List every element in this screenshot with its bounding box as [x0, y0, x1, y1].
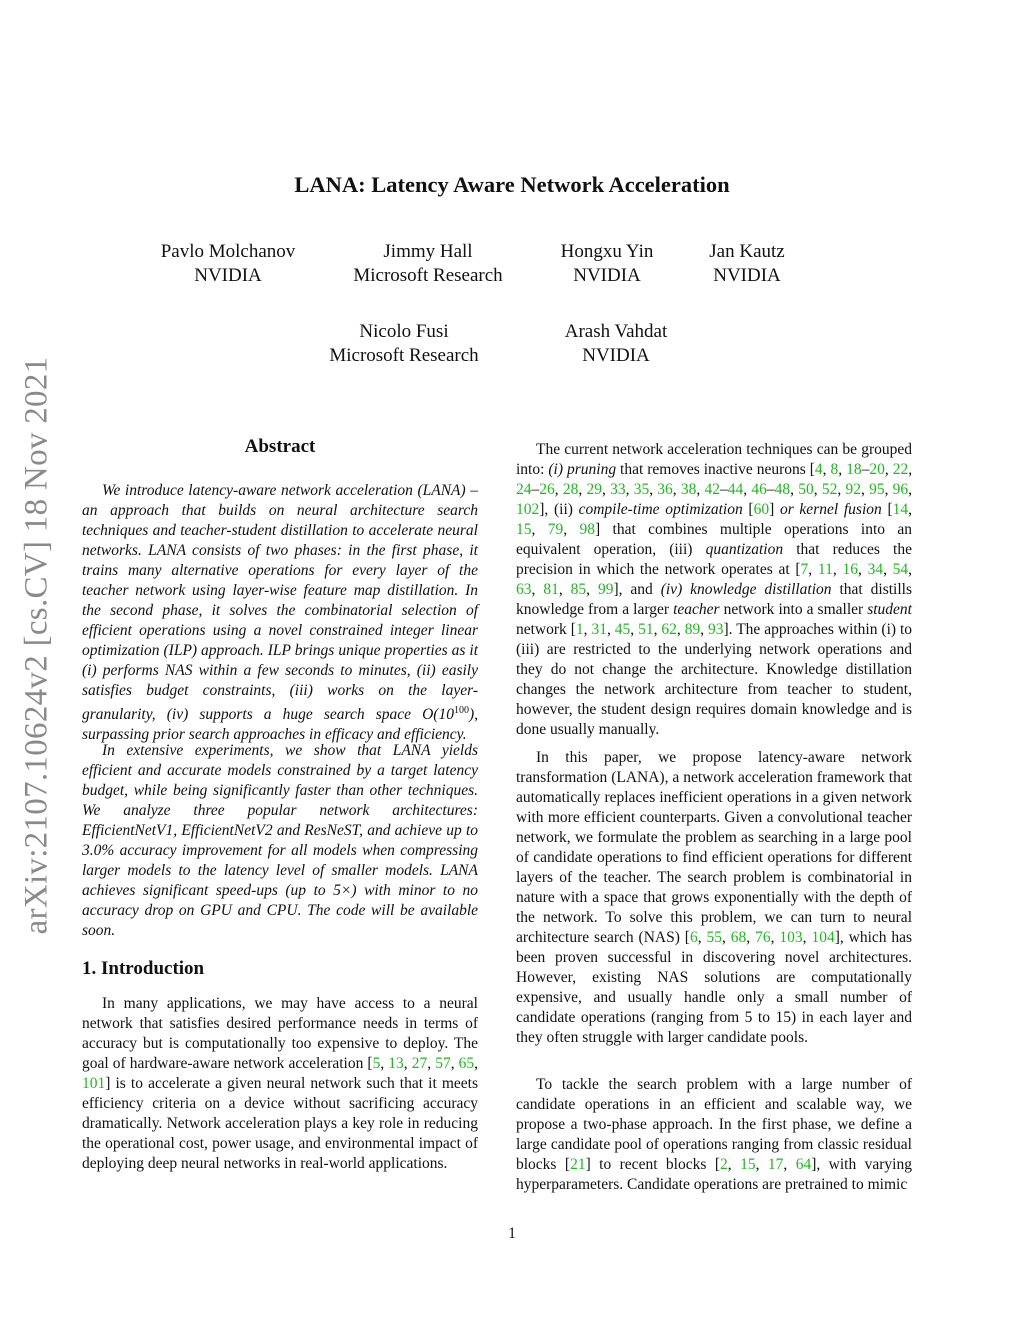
author-name: Nicolo Fusi: [359, 321, 449, 342]
abstract-text: We introduce latency-aware network acceleration (LANA) – an approach that builds on neural architecture search techniques and teacher-student distillation to accelerate neural networks. LANA consists of two phases: in the first phase, it trains many alternative operations for every layer of the teacher network using layer-wise feature map distillation. In the second phase, it solves the combinatorial selection of efficient operations using a novel constrained integer linear optimization (ILP) approach. ILP brings unique properties as it (i) performs NAS within a few seconds to minutes, (ii) easily satisfies budget constraints, (iii) works on the layer-granularity, (iv) supports a huge search space O(10: [82, 482, 478, 724]
citation-link[interactable]: 62: [661, 621, 677, 638]
page-number: 1: [508, 1225, 516, 1242]
arxiv-identifier: arXiv:2107.10624v2 [cs.CV] 18 Nov 2021: [18, 356, 55, 934]
body-text: –: [531, 481, 540, 498]
body-text: ] that combines multiple operations into an equivalent operation, (iii): [516, 521, 913, 558]
citation-link[interactable]: 104: [811, 929, 835, 946]
citation-link[interactable]: 102: [516, 501, 540, 518]
right-paragraph-1: [516, 440, 912, 740]
intro-paragraph-1: [82, 994, 478, 1174]
body-text: ,: [630, 621, 639, 638]
emphasis-text: teacher: [673, 601, 720, 618]
body-text: ,: [884, 481, 893, 498]
abstract-paragraph-1: [82, 481, 478, 745]
arxiv-identifier-sidebar: [12, 350, 62, 940]
citation-link[interactable]: 18: [846, 461, 862, 478]
citation-link[interactable]: 89: [684, 621, 701, 638]
citation-link[interactable]: 101: [82, 1075, 106, 1092]
citation-link[interactable]: 17: [767, 1156, 784, 1173]
emphasis-text: compile-time optimization: [578, 501, 743, 518]
citation-link[interactable]: 35: [633, 481, 650, 498]
citation-link[interactable]: 52: [821, 481, 838, 498]
citation-link[interactable]: 28: [562, 481, 579, 498]
body-text: ,: [808, 561, 818, 578]
body-text: ,: [884, 461, 893, 478]
citation-link[interactable]: 63: [516, 581, 532, 598]
body-text: ,: [672, 481, 681, 498]
body-text: ,: [783, 1156, 796, 1173]
body-text: ,: [746, 929, 756, 946]
citation-link[interactable]: 20: [869, 461, 885, 478]
body-text: ,: [838, 461, 847, 478]
author-block: [536, 320, 696, 368]
body-text: To tackle the search problem with a large number of candidate operations in an efficient and scalable way, we propose a two-phase approach. In the first phase, we define a large candidate pool of operations ranging from classic residual blocks [: [516, 1076, 912, 1173]
citation-link[interactable]: 15: [516, 521, 532, 538]
body-text: ], and: [613, 581, 661, 598]
body-text: ,: [403, 1055, 412, 1072]
body-text: ,: [857, 561, 868, 578]
body-text: ] to recent blocks [: [585, 1156, 720, 1173]
citation-link[interactable]: 13: [388, 1055, 404, 1072]
author-block: [128, 240, 328, 288]
emphasis-text: (i) pruning: [548, 461, 617, 478]
body-text: ]. The approaches within (i) to (iii) are restricted to the underlying network operations and they do not change the architecture. Knowledge distillation changes the network architecture from teacher to student, however, the student design requires domain knowledge and is done usually manually.: [516, 621, 913, 738]
author-affiliation: NVIDIA: [582, 345, 650, 366]
body-text: The current network acceleration techniques can be grouped into:: [516, 441, 912, 478]
citation-link[interactable]: 92: [845, 481, 861, 498]
body-text: that reduces the precision in which the network operates at [: [516, 541, 912, 578]
body-text: network [: [516, 621, 576, 638]
author-affiliation: NVIDIA: [573, 265, 641, 286]
body-text: ,: [554, 481, 563, 498]
citation-link[interactable]: 46: [751, 481, 767, 498]
author-affiliation: Microsoft Research: [329, 345, 479, 366]
citation-link[interactable]: 103: [779, 929, 803, 946]
body-text: ,: [583, 621, 592, 638]
body-text: ,: [755, 1156, 768, 1173]
citation-link[interactable]: 48: [774, 481, 791, 498]
body-text: ] is to accelerate a given neural network such that it meets efficiency criteria on a device without sacrificing accuracy dramatically. Network acceleration plays a key role in reducing the operational cost, power usage, and environmental impact of deploying deep neural networks in real-world applications.: [82, 1075, 478, 1172]
citation-link[interactable]: 36: [657, 481, 673, 498]
body-text: ,: [586, 581, 598, 598]
body-text: ], with varying hyperparameters. Candidate operations are pretrained to mimic: [516, 1156, 912, 1193]
citation-link[interactable]: 24: [516, 481, 532, 498]
right-paragraph-3: [516, 1075, 912, 1195]
body-text: ,: [770, 929, 780, 946]
abstract-text: ), surpassing prior search approaches in efficacy and efficiency.: [82, 706, 478, 744]
author-name: Pavlo Molchanov: [160, 241, 296, 262]
citation-link[interactable]: 4: [814, 461, 823, 478]
citation-link[interactable]: 81: [543, 581, 559, 598]
citation-link[interactable]: 79: [547, 521, 564, 538]
citation-link[interactable]: 34: [867, 561, 884, 578]
exponent: 100: [453, 705, 469, 716]
author-affiliation: Microsoft Research: [353, 265, 503, 286]
body-text: –: [720, 481, 728, 498]
body-text: that distills knowledge from a larger: [516, 581, 913, 618]
body-text: –: [861, 461, 870, 478]
body-text: In many applications, we may have access to a neural network that satisfies desired performance needs in terms of accuracy but is computationally too expensive to deploy. The goal of hardware-aware network acceleration [: [82, 995, 478, 1072]
citation-link[interactable]: 11: [817, 561, 833, 578]
citation-link[interactable]: 42: [704, 481, 721, 498]
body-text: ,: [697, 929, 707, 946]
citation-link[interactable]: 44: [727, 481, 744, 498]
author-block: [328, 240, 528, 288]
abstract-heading: Abstract: [244, 436, 316, 457]
citation-link[interactable]: 64: [795, 1156, 812, 1173]
body-text: ,: [837, 481, 846, 498]
body-text: –: [766, 481, 775, 498]
body-text: ,: [450, 1055, 459, 1072]
citation-link[interactable]: 15: [740, 1156, 756, 1173]
body-text: ,: [832, 561, 843, 578]
author-name: Jimmy Hall: [383, 241, 473, 262]
citation-link[interactable]: 29: [586, 481, 602, 498]
body-text: ,: [649, 481, 658, 498]
body-text: ,: [531, 521, 548, 538]
author-block: [527, 240, 687, 288]
body-text: ,: [743, 481, 752, 498]
body-text: ,: [908, 501, 912, 518]
paper-title: LANA: Latency Aware Network Acceleration: [294, 172, 730, 197]
body-text: ,: [908, 461, 913, 478]
body-text: ,: [625, 481, 634, 498]
citation-link[interactable]: 26: [539, 481, 555, 498]
body-text: In this paper, we propose latency-aware network transformation (LANA), a network acceleration framework that automatically replaces inefficient operations in a given network with more efficient counterparts. Given a convolutional teacher network, we formulate the problem as searching in a large pool of candidate operations to find efficient operations for different layers of the teacher. The search problem is combinatorial in nature with a space that grows exponentially with the depth of the network. To solve this problem, we can turn to neural architecture search (NAS) [: [516, 749, 912, 946]
body-text: ,: [727, 1156, 741, 1173]
citation-link[interactable]: 22: [892, 461, 909, 478]
author-affiliation: NVIDIA: [713, 265, 781, 286]
abstract-paragraph-2: In extensive experiments, we show that LANA yields efficient and accurate models constrained by a target latency budget, while being significantly faster than other techniques. We analyze three popular network architectures: EfficientNetV1, EfficientNetV2 and ResNeST, and achieve up to 3.0% accuracy improvement for all models when compressing larger models to the latency level of smaller models. LANA achieves significant speed-ups (up to 5×) with minor to no accuracy drop on GPU and CPU. The code will be available soon.: [82, 742, 478, 939]
body-text: ,: [380, 1055, 389, 1072]
citation-link[interactable]: 95: [869, 481, 885, 498]
citation-link[interactable]: 5: [372, 1055, 381, 1072]
author-block: [677, 240, 817, 288]
citation-link[interactable]: 16: [842, 561, 858, 578]
author-name: Arash Vahdat: [564, 321, 668, 342]
citation-link[interactable]: 57: [435, 1055, 451, 1072]
citation-link[interactable]: 21: [570, 1156, 586, 1173]
citation-link[interactable]: 68: [730, 929, 747, 946]
body-text: ,: [813, 481, 822, 498]
citation-link[interactable]: 85: [570, 581, 587, 598]
emphasis-text: quantization: [705, 541, 784, 558]
citation-link[interactable]: 76: [755, 929, 771, 946]
emphasis-text: or kernel fusion: [779, 501, 882, 518]
citation-link[interactable]: 51: [638, 621, 654, 638]
section-heading-introduction: 1. Introduction: [82, 958, 205, 979]
body-text: [: [742, 501, 754, 518]
body-text: network into a smaller: [719, 601, 868, 618]
body-text: ,: [653, 621, 662, 638]
citation-link[interactable]: 2: [720, 1156, 728, 1173]
body-text: ], (ii): [539, 501, 579, 518]
emphasis-text: (iv) knowledge distillation: [660, 581, 832, 598]
body-text: [: [881, 501, 893, 518]
body-text: ], which has been proven successful in discovering novel architectures. However, existing NAS solutions are computationally expensive, and usually handle only a small number of candidate operations (ranging from 5 to 15) in each layer and they often struggle with larger candidate pools.: [516, 929, 913, 1046]
citation-link[interactable]: 38: [680, 481, 697, 498]
body-text: ,: [802, 929, 812, 946]
body-text: ]: [769, 501, 780, 518]
author-name: Jan Kautz: [709, 241, 785, 262]
citation-link[interactable]: 98: [579, 521, 595, 538]
citation-link[interactable]: 45: [614, 621, 631, 638]
body-text: ,: [700, 621, 709, 638]
body-text: that removes inactive neurons [: [616, 461, 815, 478]
citation-link[interactable]: 99: [597, 581, 614, 598]
body-text: ,: [531, 581, 544, 598]
body-text: ,: [578, 481, 587, 498]
body-text: ,: [908, 481, 913, 498]
body-text: ,: [860, 481, 870, 498]
body-text: ,: [722, 929, 731, 946]
citation-link[interactable]: 6: [689, 929, 698, 946]
body-text: ,: [474, 1055, 479, 1072]
citation-link[interactable]: 8: [830, 461, 839, 478]
body-text: ,: [676, 621, 685, 638]
citation-link[interactable]: 60: [753, 501, 770, 518]
body-text: ,: [606, 621, 615, 638]
author-block: [304, 320, 504, 368]
citation-link[interactable]: 1: [575, 621, 584, 638]
citation-link[interactable]: 93: [708, 621, 724, 638]
body-text: ,: [908, 561, 913, 578]
emphasis-text: student: [867, 601, 912, 618]
body-text: ,: [558, 581, 571, 598]
body-text: ,: [696, 481, 705, 498]
body-text: ,: [563, 521, 580, 538]
body-text: ,: [883, 561, 893, 578]
body-text: ,: [601, 481, 611, 498]
citation-link[interactable]: 27: [411, 1055, 428, 1072]
citation-link[interactable]: 50: [798, 481, 814, 498]
right-paragraph-2: [516, 748, 912, 1048]
author-name: Hongxu Yin: [560, 241, 654, 262]
citation-link[interactable]: 65: [458, 1055, 475, 1072]
citation-link[interactable]: 14: [892, 501, 909, 518]
author-affiliation: NVIDIA: [194, 265, 262, 286]
citation-link[interactable]: 55: [706, 929, 722, 946]
citation-link[interactable]: 7: [800, 561, 809, 578]
body-text: ,: [427, 1055, 436, 1072]
citation-link[interactable]: 31: [591, 621, 607, 638]
citation-link[interactable]: 33: [610, 481, 626, 498]
citation-link[interactable]: 54: [892, 561, 909, 578]
citation-link[interactable]: 96: [892, 481, 909, 498]
body-text: ,: [822, 461, 831, 478]
body-text: ,: [790, 481, 799, 498]
